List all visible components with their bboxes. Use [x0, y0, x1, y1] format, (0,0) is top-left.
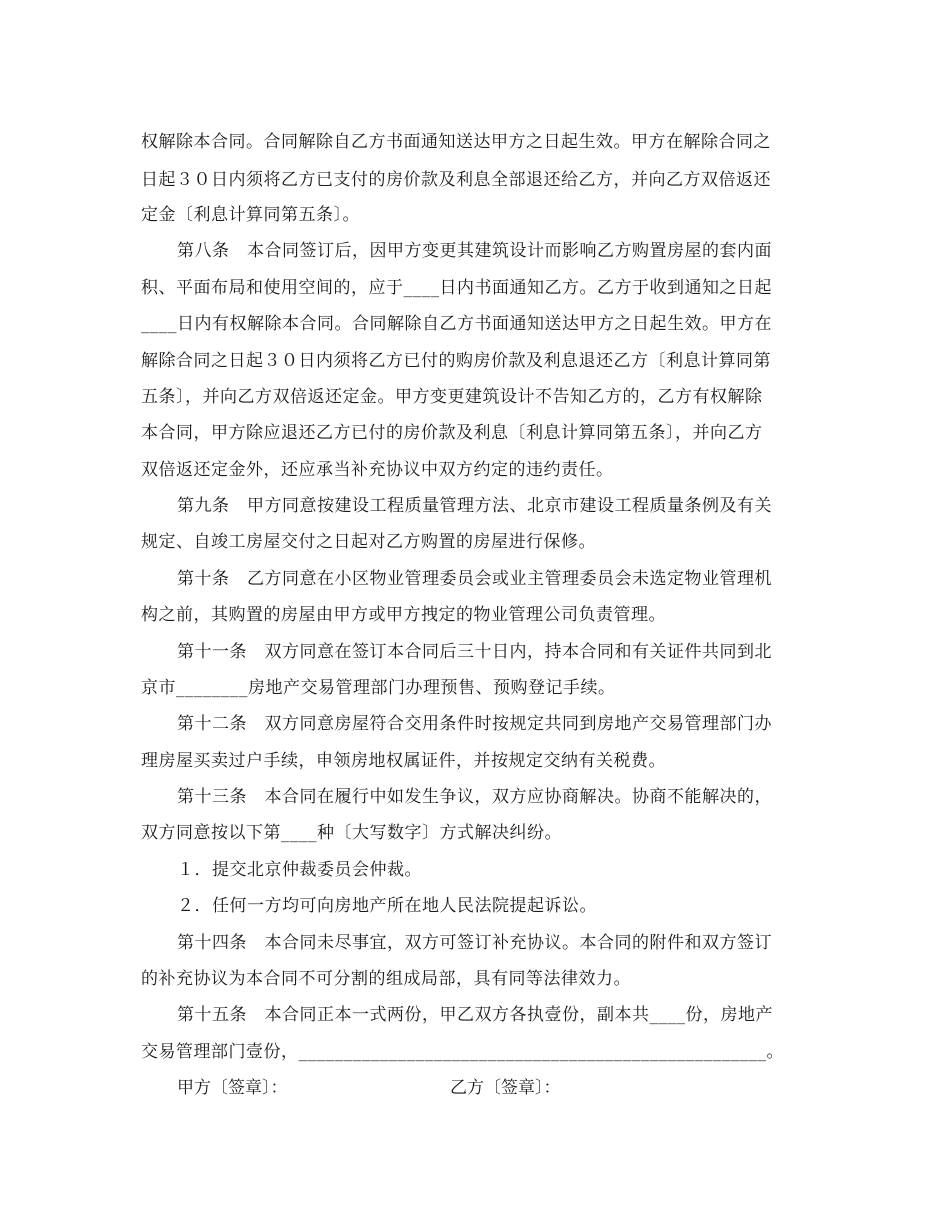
article-8-heading-line: 第八条 本合同签订后，因甲方变更其建筑设计而影响乙方购置房屋的套内面 — [177, 241, 772, 261]
list-item: １．提交北京仲裁委员会仲裁。 — [177, 860, 422, 880]
text-line: 权解除本合同。合同解除自乙方书面通知送达甲方之日起生效。甲方在解除合同之 — [141, 132, 771, 152]
text-line: 双方同意按以下第____种〔大写数字〕方式解决纠纷。 — [141, 823, 562, 843]
text-line: ____日内有权解除本合同。合同解除自乙方书面通知送达甲方之日起生效。甲方在 — [141, 314, 772, 334]
text-line: 理房屋买卖过户手续，申领房地权属证件，并按规定交纳有关税费。 — [141, 751, 666, 771]
text-line: 五条〕，并向乙方双倍返还定金。甲方变更建筑设计不告知乙方的，乙方有权解除 — [141, 387, 763, 407]
text-line: 日起３０日内须将乙方已支付的房价款及利息全部退还给乙方，并向乙方双倍返还 — [141, 170, 771, 190]
text-line: 解除合同之日起３０日内须将乙方已付的购房价款及利息退还乙方〔利息计算同第 — [141, 351, 771, 371]
text-line: 本合同，甲方除应退还乙方已付的房价款及利息〔利息计算同第五条〕，并向乙方 — [141, 423, 763, 443]
text-line: 定金〔利息计算同第五条〕。 — [141, 205, 360, 225]
text-line: 的补充协议为本合同不可分割的组成局部，具有同等法律效力。 — [141, 969, 631, 989]
text-line: 构之前，其购置的房屋由甲方或甲方拽定的物业管理公司负责管理。 — [141, 605, 666, 625]
party-a-signature-label: 甲方〔签章〕： — [177, 1078, 288, 1098]
article-9-heading-line: 第九条 甲方同意按建设工程质量管理方法、北京市建设工程质量条例及有关 — [177, 496, 772, 516]
article-14-heading-line: 第十四条 本合同未尽事宜，双方可签订补充协议。本合同的附件和双方签订 — [177, 933, 772, 953]
text-line: 规定、自竣工房屋交付之日起对乙方购置的房屋进行保修。 — [141, 532, 596, 552]
article-13-heading-line: 第十三条 本合同在履行中如发生争议，双方应协商解决。协商不能解决的， — [177, 787, 772, 807]
party-b-signature-label: 乙方〔签章〕： — [450, 1078, 561, 1098]
text-line: 双倍返还定金外，还应承当补充协议中双方约定的违约责任。 — [141, 460, 614, 480]
article-15-heading-line: 第十五条 本合同正本一式两份，甲乙双方各执壹份，副本共____份，房地产 — [177, 1005, 773, 1025]
article-12-heading-line: 第十二条 双方同意房屋符合交用条件时按规定共同到房地产交易管理部门办 — [177, 714, 772, 734]
text-line: 交易管理部门壹份，____________________________________________________。 — [141, 1042, 784, 1062]
article-10-heading-line: 第十条 乙方同意在小区物业管理委员会或业主管理委员会未选定物业管理机 — [177, 569, 772, 589]
article-11-heading-line: 第十一条 双方同意在签订本合同后三十日内，持本合同和有关证件共同到北 — [177, 642, 772, 662]
list-item: ２．任何一方均可向房地产所在地人民法院提起诉讼。 — [177, 896, 597, 916]
text-line: 积、平面布局和使用空间的，应于____日内书面通知乙方。乙方于收到通知之日起 — [141, 278, 772, 298]
text-line: 京市________房地产交易管理部门办理预售、预购登记手续。 — [141, 678, 616, 698]
